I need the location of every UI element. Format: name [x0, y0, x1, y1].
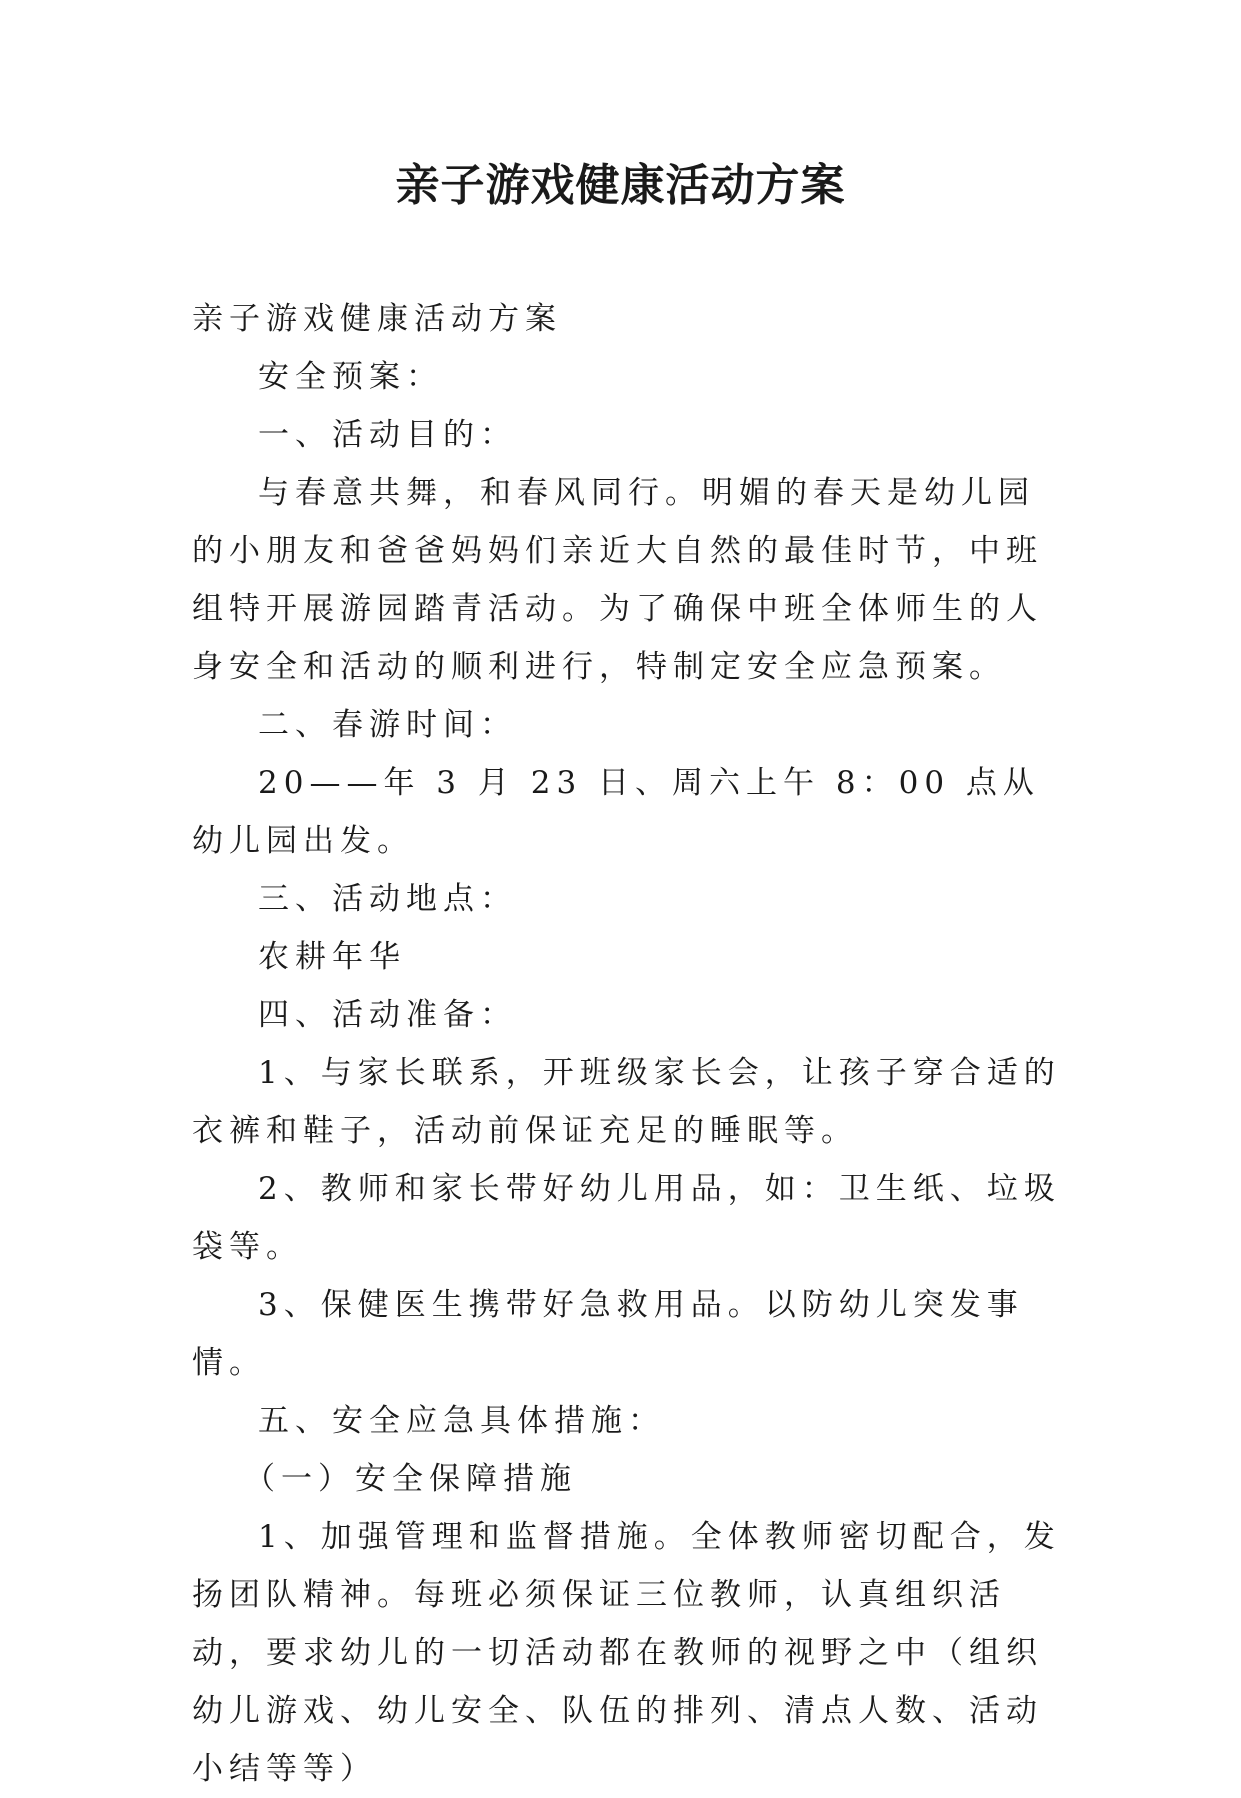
paragraph-time: 20——年 3 月 23 日、周六上午 8：00 点从幼儿园出发。: [192, 765, 1040, 859]
document-body: [192, 290, 1062, 1798]
section-heading-measures: 五、安全应急具体措施：: [258, 1403, 665, 1439]
section-heading-purpose: 一、活动目的：: [258, 417, 517, 453]
paragraph-location: 农耕年华: [258, 939, 406, 975]
list-item-preparation-1: 1、与家长联系，开班级家长会，让孩子穿合适的衣裤和鞋子，活动前保证充足的睡眠等。: [192, 1055, 1061, 1149]
section-heading-time: 二、春游时间：: [258, 707, 517, 743]
paragraph-safety-plan: 安全预案：: [258, 359, 443, 395]
section-heading-location: 三、活动地点：: [258, 881, 517, 917]
subsection-heading-safeguards: （一）安全保障措施: [244, 1461, 577, 1497]
paragraph-heading: 亲子游戏健康活动方案: [192, 301, 562, 337]
paragraph-purpose: 与春意共舞，和春风同行。明媚的春天是幼儿园的小朋友和爸爸妈妈们亲近大自然的最佳时节，中班组特开展游园踏青活动。为了确保中班全体师生的人身安全和活动的顺利进行，特制定安全应急预案。: [192, 475, 1043, 685]
section-heading-preparation: 四、活动准备：: [258, 997, 517, 1033]
list-item-preparation-3: 3、保健医生携带好急救用品。以防幼儿突发事情。: [192, 1287, 1024, 1381]
list-item-preparation-2: 2、教师和家长带好幼儿用品，如：卫生纸、垃圾袋等。: [192, 1171, 1061, 1265]
list-item-safeguard-1: 1、加强管理和监督措施。全体教师密切配合，发扬团队精神。每班必须保证三位教师，认真组织活动，要求幼儿的一切活动都在教师的视野之中（组织幼儿游戏、幼儿安全、队伍的排列、清点人数、活动小结等等）: [192, 1519, 1061, 1787]
document-title: 亲子游戏健康活动方案: [395, 160, 846, 211]
